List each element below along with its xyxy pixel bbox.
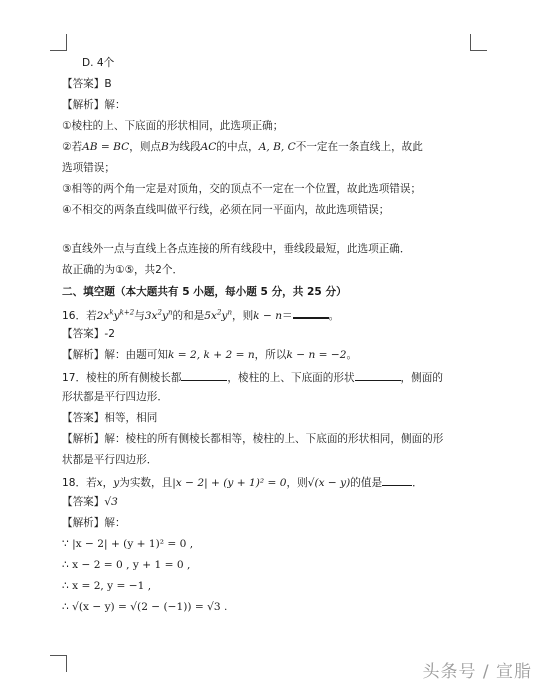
analysis-label-18: 【解析】解：: [62, 517, 126, 529]
analysis-label-15: 【解析】解：: [62, 99, 126, 111]
answer-15: 【答案】B: [62, 78, 112, 90]
answer-blank-17b[interactable]: [355, 369, 401, 381]
answer-blank-16[interactable]: [293, 306, 329, 319]
solution-step-2: ∴ x − 2 = 0 , y + 1 = 0 ,: [62, 559, 191, 571]
analysis-17: 【解析】解：棱柱的所有侧棱长都相等，棱柱的上、下底面的形状相同，侧面的形: [62, 433, 444, 445]
question-17-cont: 形状都是平行四边形．: [62, 391, 168, 403]
analysis-item-5: ⑤直线外一点与直线上各点连接的所有线段中，垂线段最短，此选项正确．: [62, 243, 411, 255]
analysis-item-2-cont: 选项错误；: [62, 162, 115, 174]
question-16: 16．若$2x^ky^{k+2}$与$3x^2y^n$的和是$5x^2y^n$，则k − n＝ 。: [62, 306, 339, 323]
solution-step-1: ∵ |x − 2| + (y + 1)² = 0 ,: [62, 538, 194, 550]
option-d: D. 4个: [82, 57, 115, 69]
answer-16: 【答案】-2: [62, 328, 115, 340]
analysis-item-4: ④不相交的两条直线叫做平行线，必须在同一平面内，故此选项错误；: [62, 204, 390, 216]
solution-step-3: ∴ x = 2, y = −1 ,: [62, 580, 152, 592]
answer-blank-17a[interactable]: [181, 369, 227, 381]
analysis-17-cont: 状都是平行四边形．: [62, 454, 158, 466]
analysis-conclusion: 故正确的为①⑤，共2个．: [62, 264, 184, 276]
analysis-item-3: ③相等的两个角一定是对顶角，交的顶点不一定在一个位置，故此选项错误；: [62, 183, 422, 195]
solution-step-4: ∴ √(x − y) = √(2 − (−1)) = √3 .: [62, 601, 228, 613]
crop-mark-top-left: [50, 34, 67, 51]
crop-mark-bottom-left: [50, 655, 67, 672]
answer-blank-18[interactable]: [382, 474, 412, 486]
answer-18: 【答案】√3: [62, 496, 118, 508]
analysis-item-2: ②若AB = BC，则点B为线段AC的中点，A, B, C不一定在一条直线上，故此: [62, 141, 423, 153]
question-18: 18．若x，y为实数，且|x − 2| + (y + 1)² = 0，则√(x − y)的值是 ．: [62, 474, 423, 490]
crop-mark-top-right: [470, 34, 487, 51]
answer-17: 【答案】相等，相同: [62, 412, 158, 424]
watermark: 头条号 / 宣脂: [422, 662, 532, 682]
question-17: 17．棱柱的所有侧棱长都 ，棱柱的上、下底面的形状 ，侧面的: [62, 369, 443, 385]
analysis-16: 【解析】解：由题可知k = 2, k + 2 = n，所以k − n = −2。: [62, 349, 358, 361]
section-heading-fill-in: 二、填空题（本大题共有 5 小题，每小题 5 分，共 25 分）: [62, 286, 347, 298]
analysis-item-1: ①棱柱的上、下底面的形状相同，此选项正确；: [62, 120, 284, 132]
